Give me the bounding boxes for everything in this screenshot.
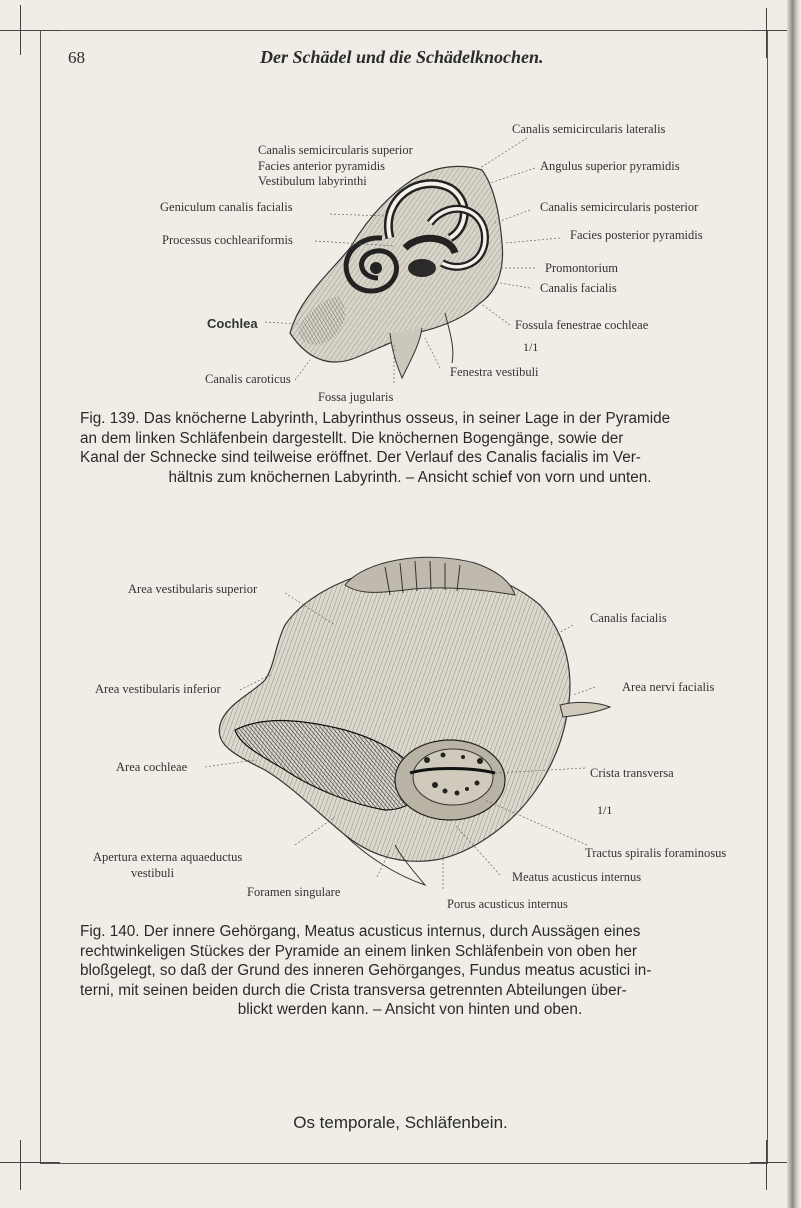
label-vestibulum-labyrinthi: Vestibulum labyrinthi [258,174,367,188]
label-apertura-externa-1: Apertura externa aquaeductus [93,850,243,864]
label-apertura-externa-2: vestibuli [131,866,175,880]
figure-140-illustration [195,555,625,890]
caption-140-line: rechtwinkeligen Stückes der Pyramide an einem linken Schläfenbein von oben her [80,942,637,960]
label-canalis-semicircularis-lateralis: Canalis semicircularis lateralis [512,122,666,136]
caption-139-line: Fig. 139. Das knöcherne Labyrinth, Labyrinthus osseus, in seiner Lage in der Pyramide [80,410,671,427]
crop-mark [20,5,21,55]
label-area-cochleae: Area cochleae [116,760,188,774]
label-geniculum-canalis-facialis: Geniculum canalis facialis [160,200,293,214]
label-area-vestibularis-inferior: Area vestibularis inferior [95,682,221,696]
running-title: Der Schädel und die Schädelknochen. [260,47,544,67]
crop-mark [750,1162,790,1163]
caption-fig-140 [80,922,740,1020]
label-area-vestibularis-superior: Area vestibularis superior [128,582,258,596]
caption-139-line: Kanal der Schnecke sind teilweise eröffnet. Der Verlauf des Canalis facialis im Ver- [80,449,641,466]
label-foramen-singulare: Foramen singulare [247,885,341,899]
label-canalis-semicircularis-posterior: Canalis semicircularis posterior [540,200,699,214]
label-cochlea: Cochlea [207,316,258,331]
label-fossa-jugularis: Fossa jugularis [318,390,394,404]
label-angulus-superior-pyramidis: Angulus superior pyramidis [540,159,680,173]
label-crista-transversa: Crista transversa [590,766,674,780]
label-fossula-fenestrae-cochleae: Fossula fenestrae cochleae [515,318,649,332]
crop-mark [0,30,60,31]
label-fenestra-vestibuli: Fenestra vestibuli [450,365,539,379]
label-canalis-facialis-139: Canalis facialis [540,281,617,295]
scale-139: 1/1 [523,340,539,354]
crop-mark [766,1140,767,1190]
crop-mark [750,30,790,31]
label-promontorium: Promontorium [545,261,618,275]
label-canalis-caroticus: Canalis caroticus [205,372,291,386]
label-facies-posterior-pyramidis: Facies posterior pyramidis [570,228,703,242]
page-number: 68 [68,48,85,67]
caption-140-line: bloßgelegt, so daß der Grund des inneren Gehörganges, Fundus meatus acustici in- [80,962,652,979]
label-meatus-acusticus-internus: Meatus acusticus internus [512,870,642,884]
label-canalis-semicircularis-superior: Canalis semicircularis superior [258,143,413,157]
label-area-nervi-facialis: Area nervi facialis [622,680,715,694]
label-porus-acusticus-internus: Porus acusticus internus [447,897,568,911]
caption-139-line: hältnis zum knöchernen Labyrinth. – Ansicht schief von vorn und unten. [168,468,652,486]
caption-139-line: an dem linken Schläfenbein dargestellt. Die knöchernen Bogengänge, sowie der [80,429,624,447]
caption-fig-139 [80,409,740,487]
caption-140-line: terni, mit seinen beiden durch die Crista transversa getrennten Abteilungen über- [80,981,627,999]
label-canalis-facialis-140: Canalis facialis [590,611,667,625]
scale-140: 1/1 [597,803,613,817]
caption-140-line: blickt werden kann. – Ansicht von hinten und oben. [237,1001,583,1018]
crop-mark [766,8,767,58]
label-tractus-spiralis: Tractus spiralis foraminosus [585,846,727,860]
scan-edge [787,0,801,1208]
label-facies-anterior-pyramidis: Facies anterior pyramidis [258,159,386,173]
caption-140-line: Fig. 140. Der innere Gehörgang, Meatus acusticus internus, durch Aussägen eines [80,923,641,940]
label-processus-cochleariformis: Processus cochleariformis [162,233,293,247]
page-footer: Os temporale, Schläfenbein. [293,1113,508,1132]
crop-mark [0,1162,60,1163]
crop-mark [20,1140,21,1190]
